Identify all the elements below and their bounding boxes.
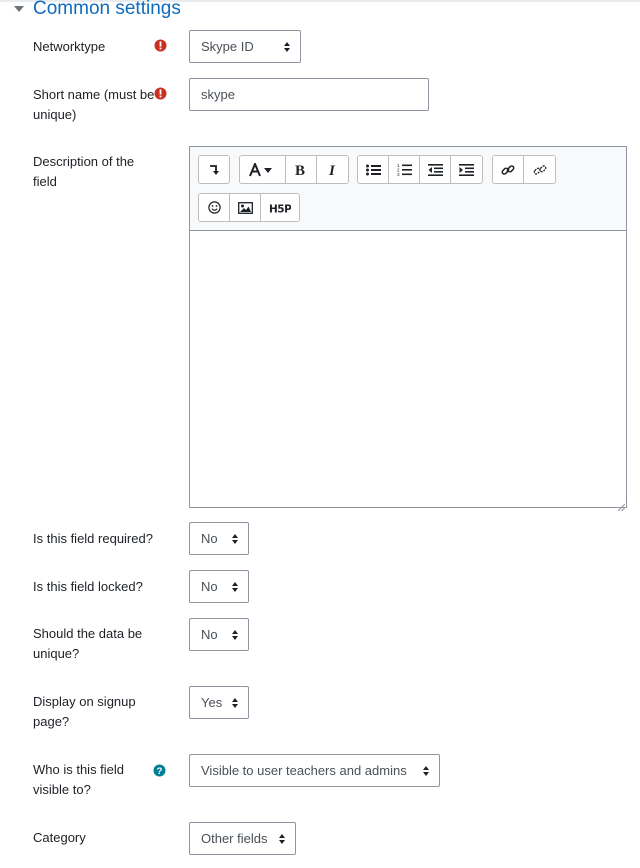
font-style-button[interactable]: [240, 156, 286, 183]
toolbar-group-insert: [198, 193, 300, 222]
select-caret-icon: [231, 697, 239, 709]
locked-label: Is this field locked?: [33, 579, 143, 594]
svg-text:3: 3: [396, 172, 400, 176]
italic-icon: [328, 163, 338, 177]
select-caret-icon: [422, 765, 430, 777]
shortname-input[interactable]: [189, 78, 429, 111]
required-label: Is this field required?: [33, 531, 153, 546]
category-value: Other fields: [201, 831, 268, 846]
signup-label: Display on signup page?: [33, 694, 136, 729]
indent-button[interactable]: [451, 156, 482, 183]
outdent-button[interactable]: [420, 156, 451, 183]
svg-text:?: ?: [156, 766, 163, 777]
collapse-toolbar-icon: [208, 164, 220, 176]
shortname-label: Short name (must be unique): [33, 87, 155, 122]
toolbar-group-links: [492, 155, 556, 184]
svg-text:2: 2: [396, 167, 400, 173]
link-button[interactable]: [493, 156, 524, 183]
bold-button[interactable]: [286, 156, 317, 183]
section-title[interactable]: Common settings: [33, 0, 181, 19]
resize-grip-icon[interactable]: [617, 498, 625, 506]
bold-icon: [295, 163, 307, 177]
signup-value: Yes: [201, 695, 223, 710]
collapse-toolbar-button[interactable]: [199, 156, 229, 183]
signup-select[interactable]: [189, 686, 249, 719]
svg-text:H5P: H5P: [269, 203, 291, 214]
editor-toolbar: [190, 147, 626, 231]
select-caret-icon: [283, 41, 291, 53]
unordered-list-icon: [366, 164, 381, 176]
select-caret-icon: [278, 833, 286, 845]
toolbar-group-style: [239, 155, 349, 184]
toolbar-group-lists: [357, 155, 483, 184]
unique-label: Should the data be unique?: [33, 626, 143, 661]
select-caret-icon: [231, 581, 239, 593]
select-caret-icon: [231, 629, 239, 641]
h5p-icon: [269, 202, 291, 214]
required-icon: [154, 87, 167, 100]
required-icon: [154, 39, 167, 52]
required-value: No: [201, 531, 218, 546]
unlink-icon: [533, 163, 547, 177]
link-icon: [501, 163, 515, 177]
locked-select[interactable]: [189, 570, 249, 603]
required-select[interactable]: [189, 522, 249, 555]
svg-text:B: B: [295, 162, 306, 177]
indent-icon: [459, 164, 474, 176]
category-label: Category: [33, 830, 86, 845]
ordered-list-icon: [397, 163, 412, 176]
visible-label: Who is this field visible to?: [33, 762, 125, 797]
toolbar-group-collapse: [198, 155, 230, 184]
svg-text:1: 1: [396, 163, 400, 168]
locked-value: No: [201, 579, 218, 594]
svg-text:I: I: [328, 162, 335, 177]
image-button[interactable]: [230, 194, 261, 221]
emoji-button[interactable]: [199, 194, 230, 221]
networktype-value: Skype ID: [201, 39, 254, 54]
unique-value: No: [201, 627, 218, 642]
outdent-icon: [428, 164, 443, 176]
visible-value: Visible to user teachers and admins: [201, 763, 407, 778]
editor-content-area[interactable]: [190, 232, 626, 507]
description-label: Description of the field: [33, 154, 135, 189]
visible-select[interactable]: [189, 754, 440, 787]
ordered-list-button[interactable]: [389, 156, 420, 183]
networktype-label: Networktype: [33, 39, 106, 54]
h5p-button[interactable]: [261, 194, 299, 221]
unordered-list-button[interactable]: [358, 156, 389, 183]
image-icon: [238, 202, 253, 214]
category-select[interactable]: [189, 822, 296, 855]
networktype-select[interactable]: [189, 30, 301, 63]
help-icon[interactable]: [153, 764, 166, 777]
emoji-icon: [208, 201, 221, 214]
section-header[interactable]: [12, 0, 181, 21]
unlink-button[interactable]: [524, 156, 555, 183]
font-style-icon: [249, 163, 277, 177]
italic-button[interactable]: [317, 156, 348, 183]
caret-down-icon[interactable]: [12, 2, 26, 16]
unique-select[interactable]: [189, 618, 249, 651]
description-editor[interactable]: [189, 146, 627, 508]
select-caret-icon: [231, 533, 239, 545]
